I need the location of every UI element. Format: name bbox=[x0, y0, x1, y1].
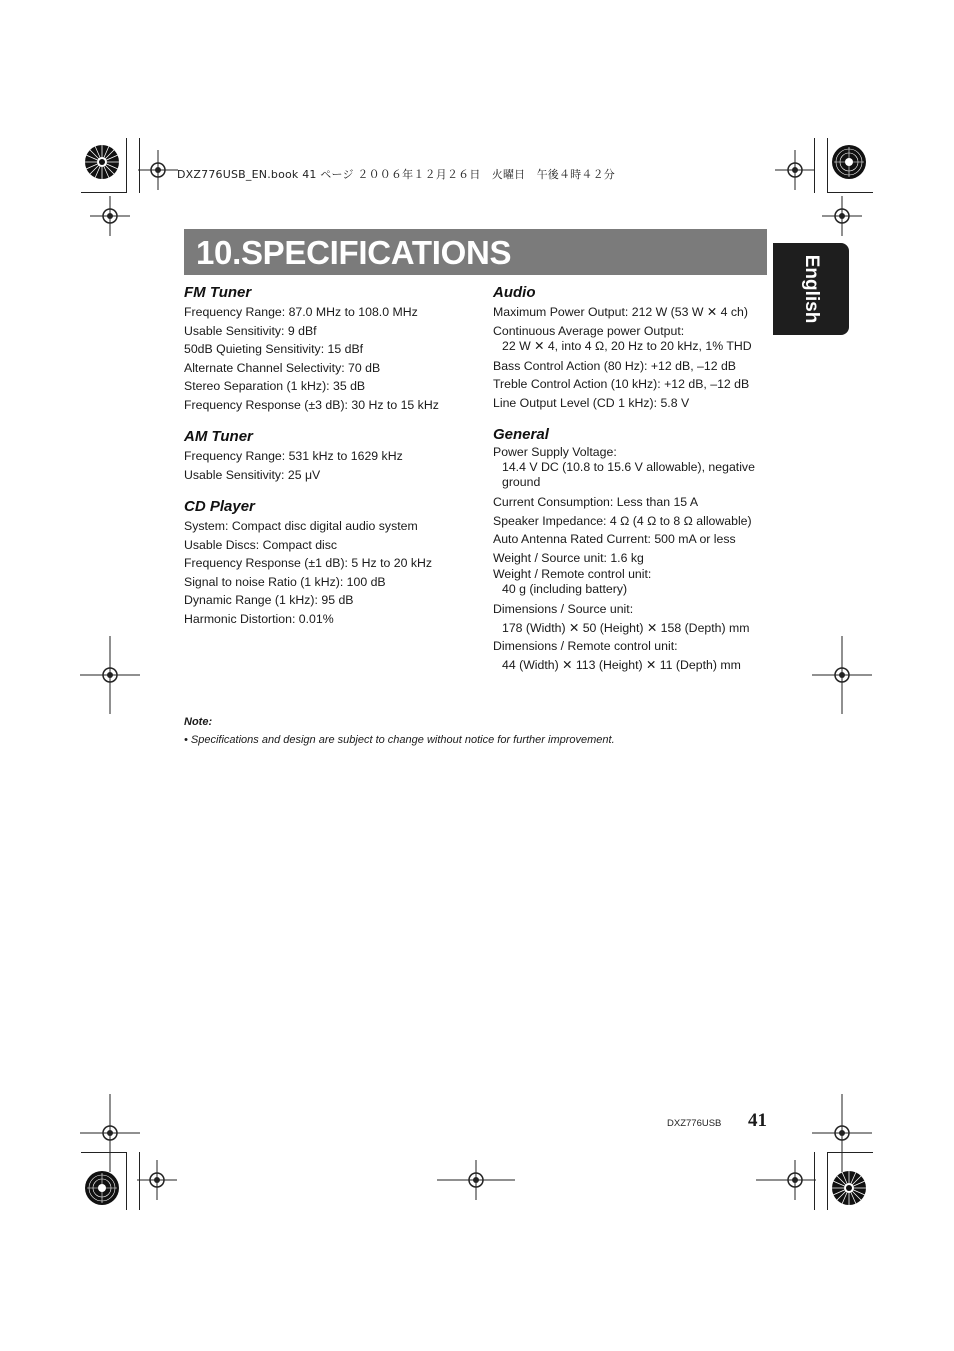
spec-line: System: Compact disc digital audio system bbox=[184, 519, 418, 533]
page-number: 41 bbox=[748, 1110, 767, 1131]
page-title: 10.SPECIFICATIONS bbox=[196, 234, 512, 271]
language-tab-label: English bbox=[801, 254, 822, 324]
section-title: Audio bbox=[493, 284, 536, 301]
spec-line: Treble Control Action (10 kHz): +12 dB, –12 dB bbox=[493, 377, 750, 391]
section-title: CD Player bbox=[184, 498, 255, 515]
spec-value: 44 (Width) ✕ 113 (Height) ✕ 11 (Depth) mm bbox=[502, 657, 741, 672]
section-title: AM Tuner bbox=[184, 428, 253, 445]
spec-line: Dimensions / Remote control unit: bbox=[493, 639, 678, 653]
spec-line: Weight / Source unit: 1.6 kg bbox=[493, 550, 644, 565]
spec-line: Frequency Response (±3 dB): 30 Hz to 15 kHz bbox=[184, 397, 439, 412]
spec-label: Weight / Remote control unit: bbox=[493, 567, 652, 581]
sunburst-mark-tr bbox=[830, 143, 868, 181]
sunburst-mark-bl bbox=[83, 1169, 121, 1207]
section-cd-player bbox=[184, 498, 484, 628]
spec-line: Harmonic Distortion: 0.01% bbox=[184, 611, 334, 626]
section-title: FM Tuner bbox=[184, 284, 252, 301]
sunburst-mark-tl bbox=[83, 143, 121, 181]
spec-label: Power Supply Voltage: bbox=[493, 445, 617, 459]
spec-line: Current Consumption: Less than 15 A bbox=[493, 495, 699, 509]
spec-line: Bass Control Action (80 Hz): +12 dB, –12 dB bbox=[493, 358, 736, 373]
section-audio bbox=[493, 284, 783, 412]
spec-value: 178 (Width) ✕ 50 (Height) ✕ 158 (Depth) mm bbox=[502, 620, 750, 635]
spec-value: 14.4 V DC (10.8 to 15.6 V allowable), negative ground bbox=[502, 460, 755, 489]
spec-line: Line Output Level (CD 1 kHz): 5.8 V bbox=[493, 395, 690, 410]
crosshair-mark bbox=[80, 636, 140, 714]
spec-line: Speaker Impedance: 4 Ω (4 Ω to 8 Ω allowable) bbox=[493, 513, 752, 528]
note-title: Note: bbox=[184, 716, 213, 728]
print-file-info: DXZ776USB_EN.book 41 ページ ２００６年１２月２６日 火曜日 午後４時４２分 bbox=[177, 168, 615, 181]
crosshair-mark bbox=[756, 1160, 816, 1200]
spec-label: Continuous Average power Output: bbox=[493, 323, 685, 338]
spec-line: 50dB Quieting Sensitivity: 15 dBf bbox=[184, 342, 364, 356]
spec-line: Frequency Range: 87.0 MHz to 108.0 MHz bbox=[184, 305, 418, 319]
spec-line: Maximum Power Output: 212 W (53 W ✕ 4 ch) bbox=[493, 305, 748, 319]
note-text: • Specifications and design are subject to change without notice for further improvement. bbox=[184, 734, 615, 746]
sunburst-mark-br bbox=[830, 1169, 868, 1207]
spec-line bbox=[493, 567, 783, 597]
crosshair-mark bbox=[80, 1094, 140, 1172]
section-title: General bbox=[493, 426, 549, 443]
spec-line: Dimensions / Source unit: bbox=[493, 602, 634, 616]
crosshair-mark bbox=[437, 1160, 515, 1200]
crosshair-mark bbox=[812, 636, 872, 714]
spec-line: Auto Antenna Rated Current: 500 mA or less bbox=[493, 532, 736, 546]
spec-line: Usable Discs: Compact disc bbox=[184, 537, 338, 552]
crosshair-mark bbox=[822, 196, 862, 236]
crosshair-mark bbox=[812, 1094, 872, 1172]
spec-line: Stereo Separation (1 kHz): 35 dB bbox=[184, 379, 366, 393]
spec-line: Frequency Response (±1 dB): 5 Hz to 20 kHz bbox=[184, 556, 433, 570]
title-bar bbox=[184, 229, 767, 275]
model-code: DXZ776USB bbox=[667, 1118, 722, 1129]
spec-line: Signal to noise Ratio (1 kHz): 100 dB bbox=[184, 574, 386, 589]
specs-left-column bbox=[184, 284, 484, 642]
spec-line bbox=[493, 324, 783, 354]
spec-line: Dynamic Range (1 kHz): 95 dB bbox=[184, 593, 354, 607]
specs-right-column bbox=[493, 284, 783, 688]
spec-line: Alternate Channel Selectivity: 70 dB bbox=[184, 360, 381, 375]
crosshair-mark bbox=[137, 1160, 177, 1200]
language-tab bbox=[773, 243, 849, 335]
spec-line bbox=[493, 445, 783, 490]
spec-value: 22 W ✕ 4, into 4 Ω, 20 Hz to 20 kHz, 1% THD bbox=[502, 338, 752, 353]
section-fm-tuner bbox=[184, 284, 484, 414]
crosshair-mark bbox=[775, 150, 815, 190]
spec-value: 40 g (including battery) bbox=[502, 582, 628, 596]
crosshair-mark bbox=[138, 150, 178, 190]
section-general bbox=[493, 426, 783, 674]
spec-line: Usable Sensitivity: 25 μV bbox=[184, 467, 321, 482]
spec-line: Usable Sensitivity: 9 dBf bbox=[184, 323, 317, 338]
section-am-tuner bbox=[184, 428, 484, 484]
spec-line: Frequency Range: 531 kHz to 1629 kHz bbox=[184, 449, 403, 463]
crosshair-mark bbox=[90, 196, 130, 236]
